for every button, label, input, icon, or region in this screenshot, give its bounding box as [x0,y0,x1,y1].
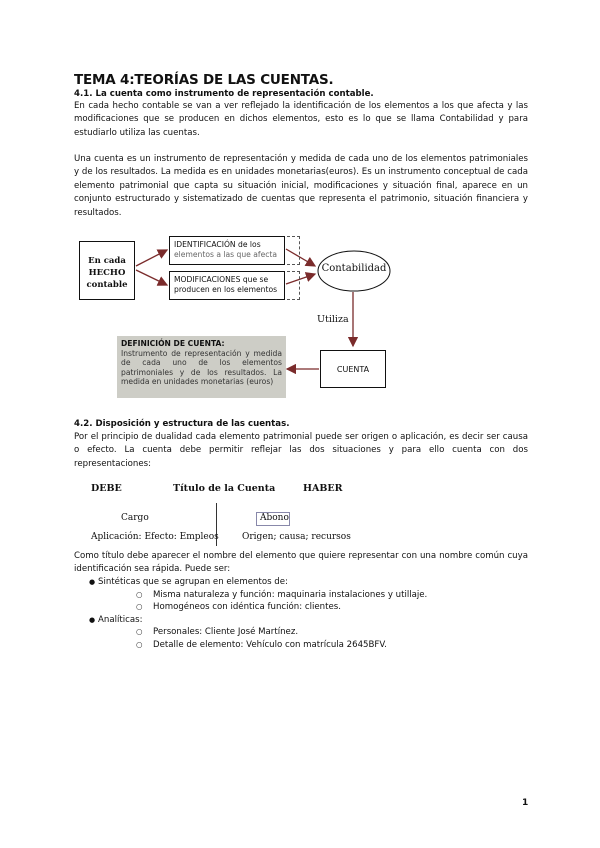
modificaciones-line-1: MODIFICACIONES que se [174,275,269,284]
contabilidad-label: Contabilidad [321,263,387,274]
list-item-analiticas [74,614,524,652]
analiticas-sublist [98,626,524,651]
definicion-text: Instrumento de representación y medida de cada uno de los elementos patrimoniales y de los resultados. La medida en unidades monetarias (euros) [121,348,282,387]
list-item-sint-a: ○ Misma naturaleza y función: maquinaria instalaciones y utillaje. [98,589,524,602]
cuenta-box: CUENTA [320,350,386,388]
identificacion-line-1: IDENTIFICACIÓN de los [174,240,261,249]
hecho-line-3: contable [86,280,128,290]
modificaciones-box [169,271,285,300]
section-1-paragraph-1: En cada hecho contable se van a ver reflejado la identificación de los elementos a los que afecta y las modificaciones que se producen en dichos elementos, esto es lo que se llama Contabilidad y para estudiarlo utiliza las cuentas. [74,101,528,138]
modificaciones-box-dashed-edge [287,271,300,300]
contabilidad-diagram [60,226,540,401]
section-1-heading: 4.1. La cuenta como instrumento de representación contable. [74,89,374,99]
hecho-contable-box [79,241,135,300]
list-item-anal-a: ○ Personales: Cliente José Martínez. [98,626,524,639]
list-item-sinteticas [74,576,524,614]
sinteticas-sublist [98,589,524,614]
account-types-list [74,576,524,652]
t-haber-label: HABER [303,483,343,494]
t-origen-label: Origen; causa; recursos [242,532,351,542]
identificacion-line-2: elementos a las que afecta [174,250,278,259]
page-number: 1 [522,798,529,808]
list-item-anal-b: ○ Detalle de elemento: Vehículo con matrícula 2645BFV. [98,639,524,652]
hecho-line-1: En cada [88,256,126,266]
t-titulo-label: Título de la Cuenta [173,483,276,494]
arrow-hecho-to-modificaciones [136,270,167,285]
modificaciones-line-2: producen en los elementos [174,285,278,294]
t-abono-label: Abono [260,513,289,523]
page-title: TEMA 4:TEORÍAS DE LAS CUENTAS. [74,72,334,88]
arrow-hecho-to-identificacion [136,250,167,266]
list-item-sint-b: ○ Homogéneos con idéntica función: clientes. [98,601,524,614]
section-2-paragraph-1: Por el principio de dualidad cada elemento patrimonial puede ser origen o aplicación, es decir ser causa o efecto. La cuenta debe permitir reflejar las dos situaciones y para ello cuenta con dos representaciones: [74,432,528,469]
identificacion-box [169,236,285,265]
t-aplicacion-label: Aplicación: Efecto: Empleos [91,532,219,542]
t-cargo-label: Cargo [121,513,149,523]
section-2-paragraph-2: Como título debe aparecer el nombre del elemento que quiere representar con una nombre común cuya identificación sea rápida. Puede ser: [74,551,528,575]
identificacion-box-dashed-edge [287,236,300,265]
analiticas-text: Analíticas: [98,614,143,625]
definicion-title: DEFINICIÓN DE CUENTA: [121,339,225,348]
hecho-line-2: HECHO [88,268,126,278]
sinteticas-text: Sintéticas que se agrupan en elementos de: [98,577,288,587]
utiliza-label: Utiliza [317,314,349,325]
section-1-paragraph-2: Una cuenta es un instrumento de representación y medida de cada uno de los elementos patrimoniales y de los resultados. La medida es en unidades monetarias(euros). Es un instrumento conceptual de cada elemento patrimonial que capta su situación inicial, modificaciones y situación final, aparece en un conjunto estructurado y sistematizado de cuentas que representa el patrimonio, situación financiera y resultados. [74,154,528,218]
section-2-heading: 4.2. Disposición y estructura de las cuentas. [74,419,290,429]
definicion-cuenta-box [117,336,286,398]
t-debe-label: DEBE [91,483,122,494]
